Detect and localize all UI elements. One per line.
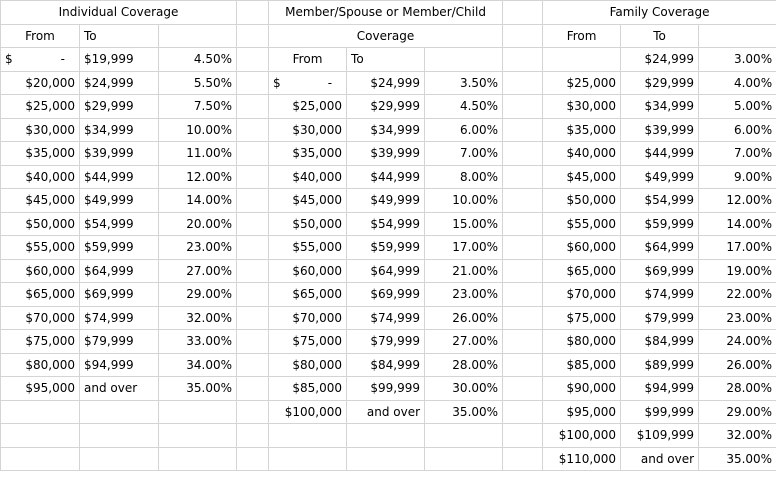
individual-from-cell: $80,000 xyxy=(1,353,80,377)
member-spouse-from-cell: $75,000 xyxy=(269,330,347,354)
individual-rate-cell: 7.50% xyxy=(159,95,237,119)
table-row xyxy=(1,189,776,213)
individual-from-cell: $65,000 xyxy=(1,283,80,307)
individual-to-cell: $69,999 xyxy=(80,283,159,307)
spacer-cell xyxy=(237,48,269,72)
individual-to-cell: $34,999 xyxy=(80,118,159,142)
family-to-cell: $79,999 xyxy=(621,306,699,330)
empty-cell xyxy=(425,48,503,72)
member-spouse-coverage-subheader: Coverage xyxy=(269,24,503,48)
family-from-cell: $100,000 xyxy=(543,424,621,448)
spacer-cell xyxy=(503,118,543,142)
family-rate-cell: 14.00% xyxy=(699,212,776,236)
member-spouse-to-cell: and over xyxy=(347,400,425,424)
member-spouse-rate-cell: 6.00% xyxy=(425,118,503,142)
member-spouse-rate-cell: 30.00% xyxy=(425,377,503,401)
family-to-cell: $59,999 xyxy=(621,212,699,236)
spacer-cell xyxy=(237,1,269,25)
member-spouse-rate-cell: 7.00% xyxy=(425,142,503,166)
spacer-cell xyxy=(503,165,543,189)
family-from-cell: $45,000 xyxy=(543,165,621,189)
table-row xyxy=(1,330,776,354)
individual-from-cell: $30,000 xyxy=(1,118,80,142)
individual-coverage-header: Individual Coverage xyxy=(1,1,237,25)
individual-from-cell xyxy=(1,48,80,72)
spacer-cell xyxy=(503,1,543,25)
family-rate-cell: 32.00% xyxy=(699,424,776,448)
family-from-cell: $60,000 xyxy=(543,236,621,260)
individual-to-cell: $24,999 xyxy=(80,71,159,95)
family-to-cell: $94,999 xyxy=(621,377,699,401)
family-from-cell: $90,000 xyxy=(543,377,621,401)
individual-from-cell: $45,000 xyxy=(1,189,80,213)
family-rate-cell: 12.00% xyxy=(699,189,776,213)
spacer-cell xyxy=(503,236,543,260)
family-rate-cell: 6.00% xyxy=(699,118,776,142)
dollar-symbol: $ xyxy=(273,75,281,90)
member-spouse-to-cell xyxy=(347,424,425,448)
individual-rate-cell: 23.00% xyxy=(159,236,237,260)
spacer-cell xyxy=(237,165,269,189)
member-spouse-to-cell: $34,999 xyxy=(347,118,425,142)
member-spouse-from-cell xyxy=(269,447,347,471)
spacer-cell xyxy=(237,283,269,307)
table-row xyxy=(1,236,776,260)
spacer-cell xyxy=(237,24,269,48)
member-spouse-rate-cell: 17.00% xyxy=(425,236,503,260)
family-to-cell: $34,999 xyxy=(621,95,699,119)
individual-rate-cell: 10.00% xyxy=(159,118,237,142)
member-spouse-to-cell: $44,999 xyxy=(347,165,425,189)
family-rate-cell: 35.00% xyxy=(699,447,776,471)
table-row xyxy=(1,95,776,119)
family-rate-cell: 7.00% xyxy=(699,142,776,166)
family-to-cell: $89,999 xyxy=(621,353,699,377)
spacer-cell xyxy=(237,353,269,377)
family-to-cell: $74,999 xyxy=(621,283,699,307)
individual-rate-cell: 33.00% xyxy=(159,330,237,354)
member-spouse-from-cell: $25,000 xyxy=(269,95,347,119)
family-rate-cell: 5.00% xyxy=(699,95,776,119)
member-spouse-rate-cell: 28.00% xyxy=(425,353,503,377)
individual-to-header: To xyxy=(80,24,159,48)
individual-rate-cell: 29.00% xyxy=(159,283,237,307)
empty-cell xyxy=(699,24,776,48)
family-from-cell: $40,000 xyxy=(543,142,621,166)
family-rate-cell: 4.00% xyxy=(699,71,776,95)
family-to-cell: $84,999 xyxy=(621,330,699,354)
individual-from-cell: $40,000 xyxy=(1,165,80,189)
family-rate-cell: 3.00% xyxy=(699,48,776,72)
spacer-cell xyxy=(503,400,543,424)
member-spouse-to-cell: $74,999 xyxy=(347,306,425,330)
individual-to-cell xyxy=(80,424,159,448)
member-spouse-to-cell: $54,999 xyxy=(347,212,425,236)
member-spouse-from-cell: $30,000 xyxy=(269,118,347,142)
family-to-cell: $99,999 xyxy=(621,400,699,424)
table-row xyxy=(1,259,776,283)
individual-from-cell: $50,000 xyxy=(1,212,80,236)
family-coverage-header: Family Coverage xyxy=(543,1,776,25)
member-spouse-from-cell: $40,000 xyxy=(269,165,347,189)
spacer-cell xyxy=(237,330,269,354)
family-rate-cell: 24.00% xyxy=(699,330,776,354)
family-from-cell: $35,000 xyxy=(543,118,621,142)
member-spouse-to-cell: $39,999 xyxy=(347,142,425,166)
dash-symbol: - xyxy=(327,75,333,90)
individual-rate-cell: 12.00% xyxy=(159,165,237,189)
individual-to-cell xyxy=(80,400,159,424)
dash-symbol: - xyxy=(60,52,65,67)
member-spouse-from-header: From xyxy=(269,48,347,72)
individual-rate-cell: 34.00% xyxy=(159,353,237,377)
table-row xyxy=(1,400,776,424)
member-spouse-rate-cell: 35.00% xyxy=(425,400,503,424)
individual-from-cell: $25,000 xyxy=(1,95,80,119)
individual-from-cell xyxy=(1,400,80,424)
individual-to-cell: $74,999 xyxy=(80,306,159,330)
individual-to-cell: $59,999 xyxy=(80,236,159,260)
member-spouse-to-cell xyxy=(347,447,425,471)
spacer-cell xyxy=(237,236,269,260)
family-from-cell: $80,000 xyxy=(543,330,621,354)
family-to-cell: $69,999 xyxy=(621,259,699,283)
member-spouse-to-cell: $99,999 xyxy=(347,377,425,401)
empty-cell xyxy=(159,24,237,48)
spacer-cell xyxy=(503,377,543,401)
member-spouse-to-cell: $24,999 xyxy=(347,71,425,95)
individual-rate-cell xyxy=(159,424,237,448)
individual-rate-cell: 20.00% xyxy=(159,212,237,236)
spacer-cell xyxy=(503,283,543,307)
family-rate-cell: 9.00% xyxy=(699,165,776,189)
family-to-cell: $39,999 xyxy=(621,118,699,142)
table-row xyxy=(1,377,776,401)
table-row xyxy=(1,118,776,142)
individual-from-cell: $60,000 xyxy=(1,259,80,283)
family-from-cell: $110,000 xyxy=(543,447,621,471)
family-to-cell: $29,999 xyxy=(621,71,699,95)
spacer-cell xyxy=(503,71,543,95)
spacer-cell xyxy=(503,330,543,354)
family-from-cell: $30,000 xyxy=(543,95,621,119)
individual-to-cell: $79,999 xyxy=(80,330,159,354)
spacer-cell xyxy=(503,353,543,377)
individual-from-cell xyxy=(1,424,80,448)
spacer-cell xyxy=(503,259,543,283)
spacer-cell xyxy=(237,142,269,166)
spacer-cell xyxy=(503,95,543,119)
spacer-cell xyxy=(503,306,543,330)
member-spouse-to-header: To xyxy=(347,48,425,72)
individual-from-cell xyxy=(1,447,80,471)
individual-to-cell: $64,999 xyxy=(80,259,159,283)
member-spouse-rate-cell xyxy=(425,447,503,471)
member-spouse-from-cell: $65,000 xyxy=(269,283,347,307)
member-spouse-from-cell: $45,000 xyxy=(269,189,347,213)
spacer-cell xyxy=(237,71,269,95)
spacer-cell xyxy=(237,95,269,119)
individual-from-cell: $55,000 xyxy=(1,236,80,260)
spacer-cell xyxy=(237,189,269,213)
spacer-cell xyxy=(503,48,543,72)
member-spouse-rate-cell xyxy=(425,424,503,448)
spacer-cell xyxy=(503,447,543,471)
family-rate-cell: 22.00% xyxy=(699,283,776,307)
member-spouse-rate-cell: 23.00% xyxy=(425,283,503,307)
member-spouse-rate-cell: 15.00% xyxy=(425,212,503,236)
empty-cell xyxy=(543,48,621,72)
spacer-cell xyxy=(503,142,543,166)
family-rate-cell: 23.00% xyxy=(699,306,776,330)
spacer-cell xyxy=(237,118,269,142)
family-rate-cell: 19.00% xyxy=(699,259,776,283)
spacer-cell xyxy=(237,377,269,401)
individual-rate-cell: 11.00% xyxy=(159,142,237,166)
individual-from-cell: $20,000 xyxy=(1,71,80,95)
member-spouse-rate-cell: 4.50% xyxy=(425,95,503,119)
table-row xyxy=(1,71,776,95)
member-spouse-from-cell xyxy=(269,71,347,95)
member-spouse-from-cell: $55,000 xyxy=(269,236,347,260)
member-spouse-from-cell: $85,000 xyxy=(269,377,347,401)
member-spouse-header: Member/Spouse or Member/Child xyxy=(269,1,503,25)
individual-rate-cell: 14.00% xyxy=(159,189,237,213)
family-to-cell: $24,999 xyxy=(621,48,699,72)
member-spouse-to-cell: $49,999 xyxy=(347,189,425,213)
member-spouse-from-cell xyxy=(269,424,347,448)
spacer-cell xyxy=(503,424,543,448)
family-rate-cell: 29.00% xyxy=(699,400,776,424)
family-from-cell: $95,000 xyxy=(543,400,621,424)
family-to-cell: $49,999 xyxy=(621,165,699,189)
member-spouse-rate-cell: 26.00% xyxy=(425,306,503,330)
spacer-cell xyxy=(503,212,543,236)
header-row-1 xyxy=(1,1,776,25)
member-spouse-from-cell: $70,000 xyxy=(269,306,347,330)
table-row xyxy=(1,165,776,189)
member-spouse-from-cell: $50,000 xyxy=(269,212,347,236)
family-to-cell: and over xyxy=(621,447,699,471)
member-spouse-to-cell: $69,999 xyxy=(347,283,425,307)
spacer-cell xyxy=(237,424,269,448)
member-spouse-rate-cell: 10.00% xyxy=(425,189,503,213)
member-spouse-from-cell: $80,000 xyxy=(269,353,347,377)
individual-to-cell: $39,999 xyxy=(80,142,159,166)
family-from-cell: $75,000 xyxy=(543,306,621,330)
individual-to-cell xyxy=(80,447,159,471)
member-spouse-from-cell: $60,000 xyxy=(269,259,347,283)
table-row xyxy=(1,283,776,307)
family-to-cell: $109,999 xyxy=(621,424,699,448)
family-from-cell: $55,000 xyxy=(543,212,621,236)
family-from-cell: $50,000 xyxy=(543,189,621,213)
family-rate-cell: 28.00% xyxy=(699,377,776,401)
header-row-2 xyxy=(1,24,776,48)
individual-rate-cell: 5.50% xyxy=(159,71,237,95)
individual-from-header: From xyxy=(1,24,80,48)
individual-to-cell: and over xyxy=(80,377,159,401)
spacer-cell xyxy=(237,400,269,424)
family-rate-cell: 26.00% xyxy=(699,353,776,377)
member-spouse-rate-cell: 27.00% xyxy=(425,330,503,354)
table-row xyxy=(1,212,776,236)
member-spouse-rate-cell: 21.00% xyxy=(425,259,503,283)
family-from-cell: $65,000 xyxy=(543,259,621,283)
member-spouse-to-cell: $64,999 xyxy=(347,259,425,283)
individual-rate-cell xyxy=(159,447,237,471)
individual-to-cell: $94,999 xyxy=(80,353,159,377)
family-rate-cell: 17.00% xyxy=(699,236,776,260)
family-to-cell: $44,999 xyxy=(621,142,699,166)
member-spouse-to-cell: $29,999 xyxy=(347,95,425,119)
spacer-cell xyxy=(503,24,543,48)
header-row-3 xyxy=(1,48,776,72)
dollar-symbol: $ xyxy=(5,52,13,67)
member-spouse-from-cell: $35,000 xyxy=(269,142,347,166)
individual-from-cell: $75,000 xyxy=(1,330,80,354)
individual-to-cell: $44,999 xyxy=(80,165,159,189)
member-spouse-rate-cell: 8.00% xyxy=(425,165,503,189)
individual-rate-cell: 35.00% xyxy=(159,377,237,401)
table-row xyxy=(1,424,776,448)
member-spouse-rate-cell: 3.50% xyxy=(425,71,503,95)
member-spouse-from-cell: $100,000 xyxy=(269,400,347,424)
table-row xyxy=(1,353,776,377)
table-row xyxy=(1,306,776,330)
family-from-header: From xyxy=(543,24,621,48)
spacer-cell xyxy=(237,259,269,283)
individual-to-cell: $54,999 xyxy=(80,212,159,236)
family-from-cell: $25,000 xyxy=(543,71,621,95)
individual-rate-cell: 32.00% xyxy=(159,306,237,330)
family-from-cell: $85,000 xyxy=(543,353,621,377)
table-row xyxy=(1,447,776,471)
member-spouse-to-cell: $59,999 xyxy=(347,236,425,260)
family-to-cell: $54,999 xyxy=(621,189,699,213)
individual-rate-cell: 27.00% xyxy=(159,259,237,283)
spacer-cell xyxy=(503,189,543,213)
family-to-cell: $64,999 xyxy=(621,236,699,260)
individual-from-cell: $35,000 xyxy=(1,142,80,166)
individual-to-cell: $49,999 xyxy=(80,189,159,213)
family-from-cell: $70,000 xyxy=(543,283,621,307)
individual-rate-cell xyxy=(159,400,237,424)
family-to-header: To xyxy=(621,24,699,48)
individual-rate-cell: 4.50% xyxy=(159,48,237,72)
individual-to-cell: $29,999 xyxy=(80,95,159,119)
table-row xyxy=(1,142,776,166)
individual-to-cell: $19,999 xyxy=(80,48,159,72)
spacer-cell xyxy=(237,212,269,236)
member-spouse-to-cell: $79,999 xyxy=(347,330,425,354)
member-spouse-to-cell: $84,999 xyxy=(347,353,425,377)
individual-from-cell: $70,000 xyxy=(1,306,80,330)
spacer-cell xyxy=(237,306,269,330)
individual-from-cell: $95,000 xyxy=(1,377,80,401)
spacer-cell xyxy=(237,447,269,471)
